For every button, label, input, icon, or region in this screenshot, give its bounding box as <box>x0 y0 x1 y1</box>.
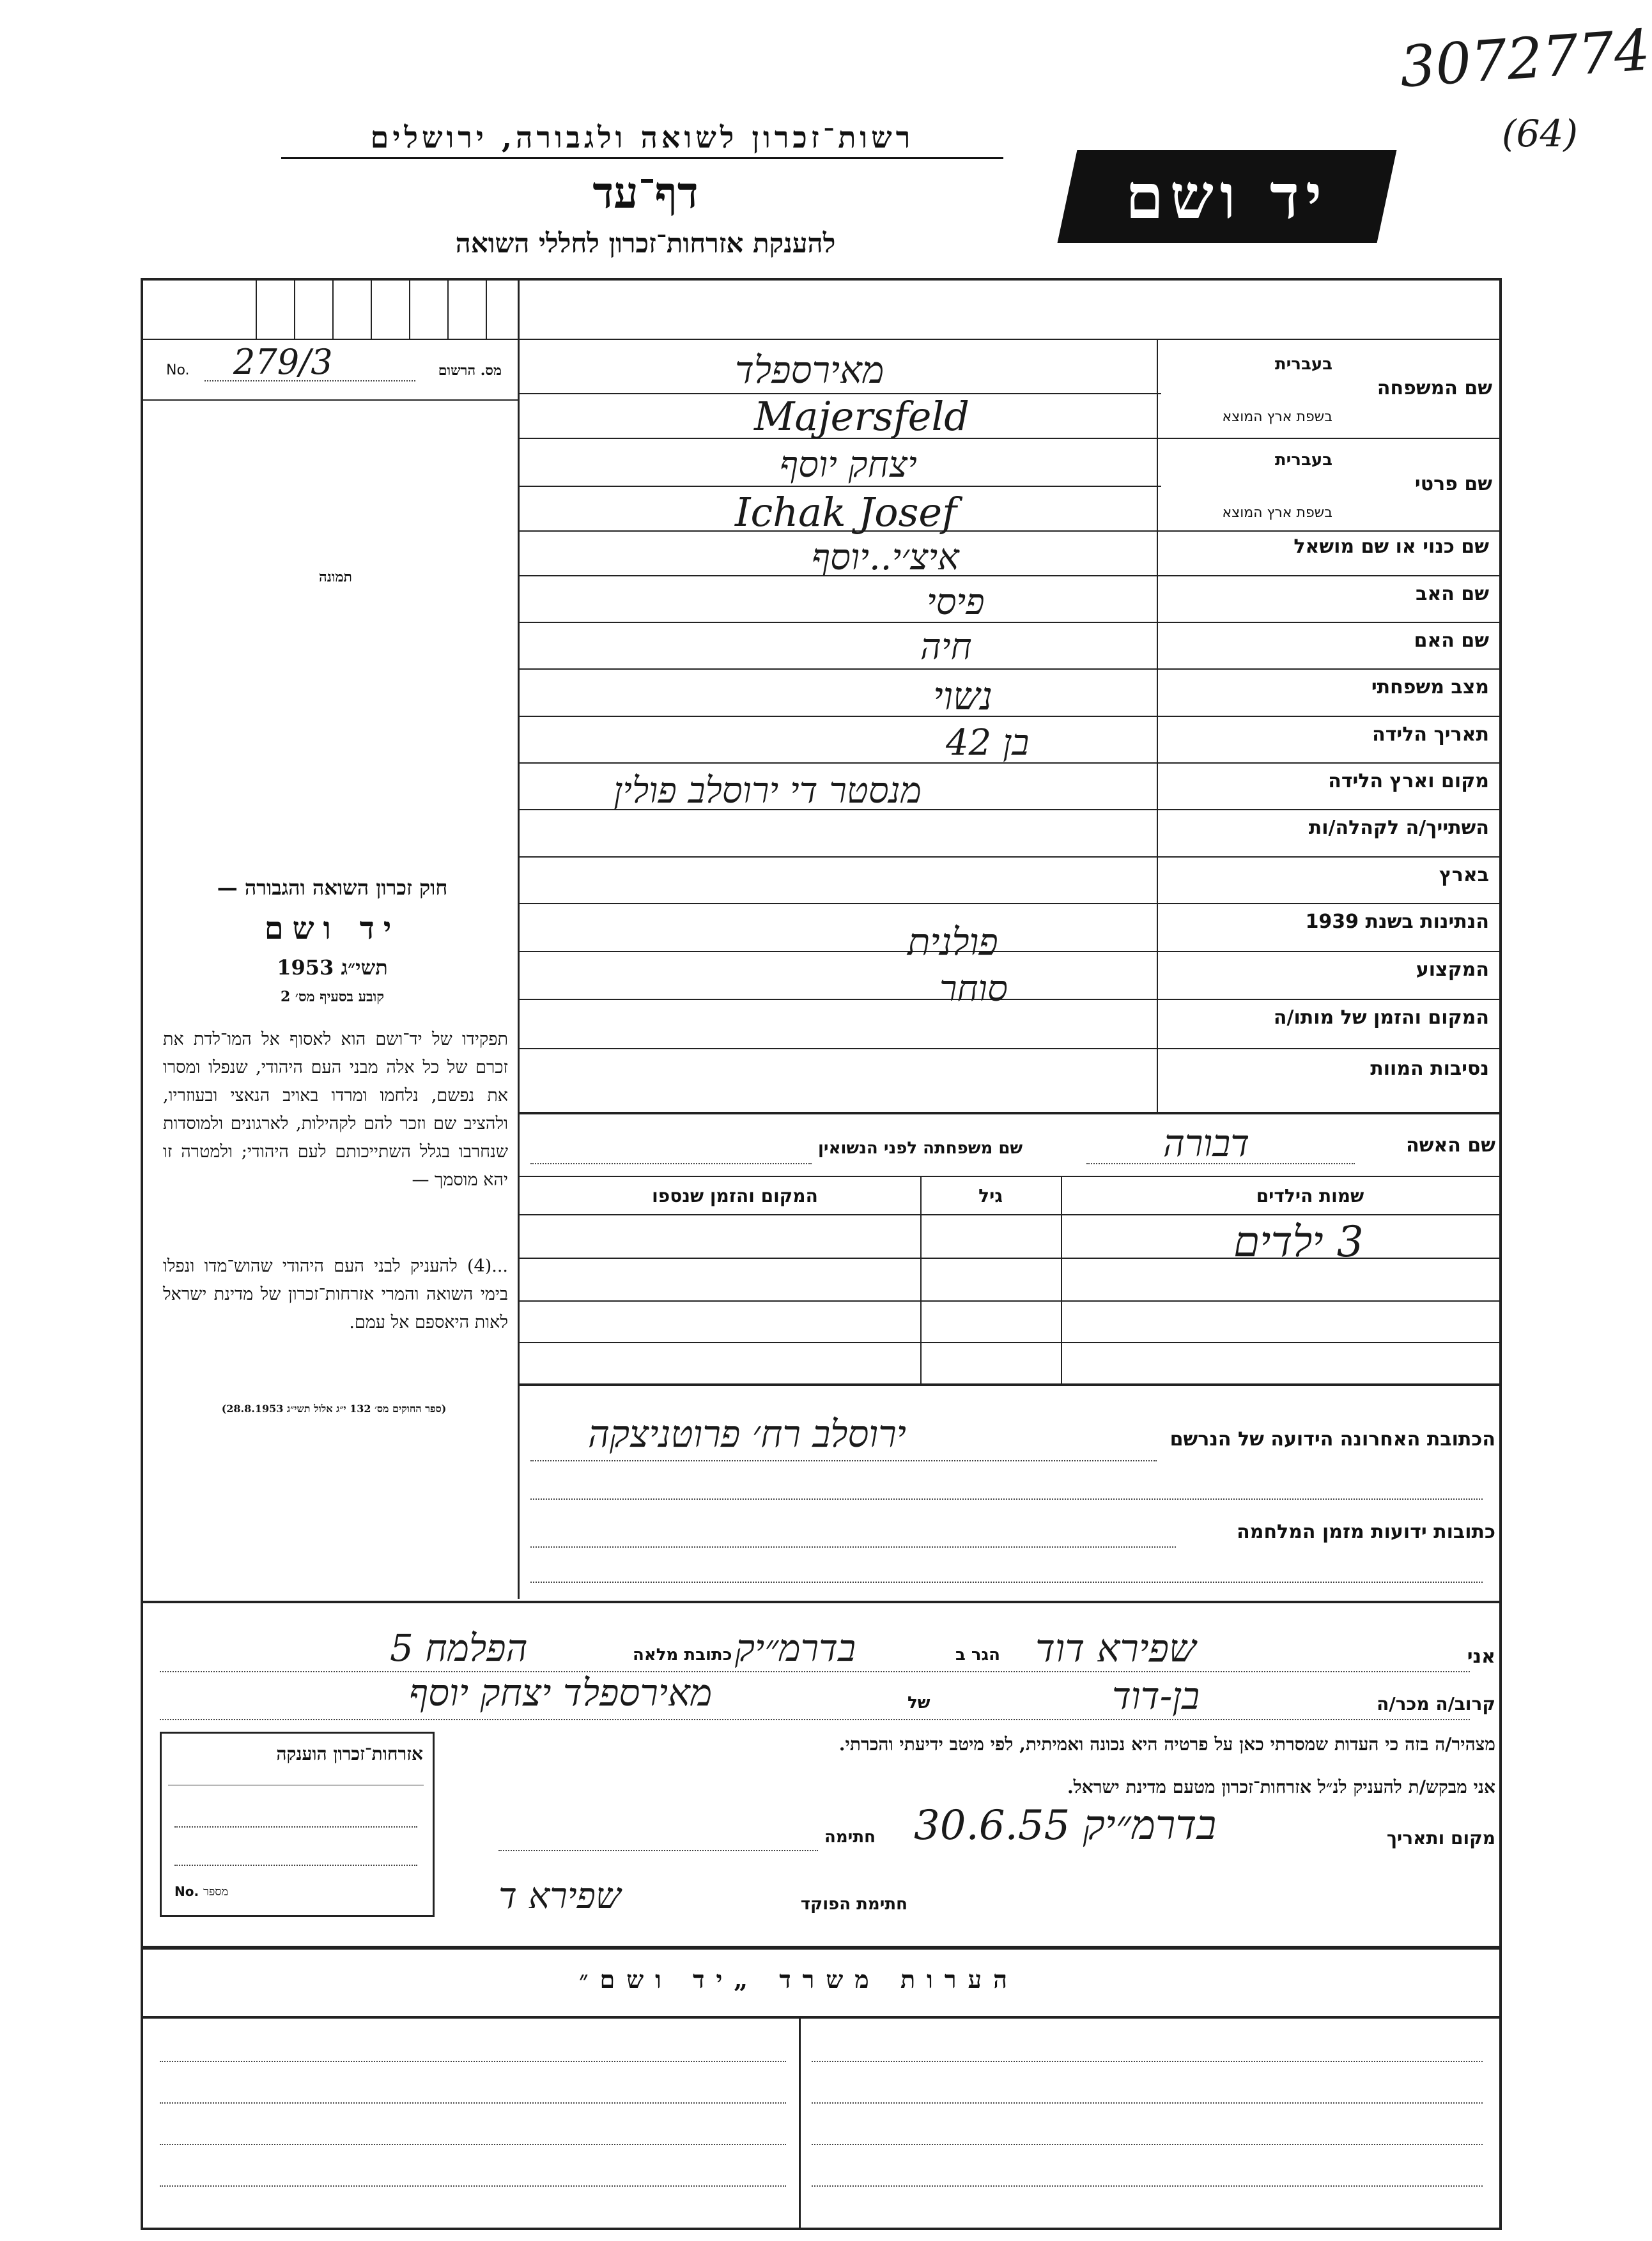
divider <box>519 486 1161 487</box>
birth-place-value[interactable]: מנסטר די ירוסלב פולין <box>614 770 922 812</box>
father-value[interactable]: פיסי <box>927 581 985 623</box>
divider <box>519 575 1501 576</box>
divider <box>294 279 295 340</box>
divider <box>519 856 1501 858</box>
registration-row <box>160 342 508 387</box>
divider <box>519 1342 1501 1343</box>
law-text-2: ...(4) להעניק לבני העם היהודי שהוש־מדו ונפלו בימי השואה והמרי אזרחות־זכרון של מדינת ישראל לאות היאספם אל עמם. <box>163 1256 508 1332</box>
divider <box>812 2102 1483 2104</box>
children-header-names: שמות הילדים <box>1256 1185 1364 1206</box>
profession-label: המקצוע <box>1416 959 1489 981</box>
archive-number: 3072774 <box>1397 17 1652 100</box>
divider <box>519 668 1501 670</box>
place-date-value[interactable]: בדרמ״יק 30.6.55 <box>914 1802 1217 1849</box>
divider <box>447 279 449 340</box>
divider <box>519 1214 1501 1215</box>
registration-no-label: No. <box>166 362 190 378</box>
place-date-label: מקום ותאריך <box>1386 1828 1495 1849</box>
logo-text: יד ושם <box>1125 160 1329 233</box>
declarant-address[interactable]: הפלמח 5 <box>390 1626 528 1670</box>
divider <box>812 2185 1483 2187</box>
form-subtitle: להענקת אזרחות־זכרון לחללי השואה <box>455 227 836 259</box>
nickname-label: שם כנוי או שם מושאל <box>1293 535 1489 558</box>
officer-signature[interactable]: שפירא ד <box>498 1875 621 1917</box>
first-name-latin-value[interactable]: Ichak Josef <box>735 489 957 535</box>
mother-label: שם האם <box>1414 629 1489 652</box>
birth-date-label: תאריך הלידה <box>1372 723 1489 746</box>
declarant-ani-label: אני <box>1467 1645 1495 1668</box>
divider <box>205 380 415 381</box>
divider <box>519 1112 1501 1114</box>
law-year: תשי״ג 1953 <box>277 955 388 980</box>
first-name-label: שם פרטי <box>1414 473 1492 495</box>
profession-value[interactable]: סוחר <box>939 968 1008 1010</box>
granted-box-no-label: No. <box>174 1884 199 1899</box>
marital-label: מצב משפחתי <box>1371 676 1489 698</box>
nationality-value[interactable]: פולנית <box>907 920 998 964</box>
wartime-addresses-label: כתובות ידועות מזמן המלחמה <box>1237 1521 1495 1543</box>
granted-box-number-label: מספר <box>203 1885 229 1898</box>
divider <box>142 2016 1501 2019</box>
divider <box>519 438 1501 439</box>
declarant-name[interactable]: שפירא דוד <box>1035 1626 1196 1671</box>
declarant-relation[interactable]: בן-דוד <box>1112 1674 1200 1718</box>
divider <box>332 279 334 340</box>
family-name-label: שם המשפחה <box>1377 377 1492 399</box>
divider <box>530 1163 812 1164</box>
community-label: השתייך/ה לקהלה/ות <box>1308 817 1489 839</box>
divider <box>920 1176 922 1383</box>
first-name-hebrew-value[interactable]: יצחק יוסף <box>780 444 917 486</box>
divider <box>1157 339 1158 1112</box>
yad-vashem-logo <box>1058 150 1397 243</box>
divider <box>812 2061 1483 2062</box>
family-name-latin-value[interactable]: Majersfeld <box>754 393 969 440</box>
declaration-line-1: מצהיר/ה בזה כי העדות שמסרתי כאן על פרטיה היא נכונה ואמיתית, לפי מיטב ידיעתי והכרתי. <box>838 1734 1495 1755</box>
children-header-age: גיל <box>978 1185 1003 1206</box>
divider <box>142 339 1501 340</box>
family-name-sub-origin: בשפת ארץ המוצא <box>1222 409 1332 425</box>
divider <box>518 279 520 1599</box>
divider <box>174 1865 417 1866</box>
officer-signature-label: חתימת הפוקד <box>800 1895 907 1914</box>
divider <box>1061 1176 1062 1383</box>
children-value[interactable]: 3 ילדים <box>1233 1217 1364 1267</box>
divider <box>256 279 257 340</box>
father-label: שם האב <box>1416 583 1489 605</box>
office-notes-title: הערות משרד „יד ושם״ <box>579 1965 1019 1994</box>
divider <box>530 1546 1176 1548</box>
mother-value[interactable]: חיה <box>920 626 972 668</box>
first-name-labels <box>1160 441 1492 530</box>
divider <box>519 951 1501 952</box>
signature-label: חתימה <box>824 1828 876 1847</box>
divider <box>812 2144 1483 2145</box>
divider <box>1086 1163 1355 1164</box>
family-name-sub-hebrew: בעברית <box>1274 355 1332 374</box>
country-label: בארץ <box>1439 864 1489 886</box>
divider <box>519 1048 1501 1049</box>
declarant-city[interactable]: בדרמ״יק <box>735 1626 856 1670</box>
divider <box>160 2102 786 2104</box>
declarant-of-label: של <box>907 1693 930 1713</box>
divider <box>498 1850 818 1851</box>
registration-number[interactable]: 279/3 <box>233 342 333 382</box>
declarant-resides-label: הגר ב <box>955 1645 1001 1665</box>
children-header-place-time: המקום והזמן שנספו <box>652 1185 818 1206</box>
divider <box>799 2016 801 2230</box>
divider <box>519 1383 1501 1386</box>
divider <box>530 1460 1157 1461</box>
divider <box>142 1946 1501 1950</box>
divider <box>160 2061 786 2062</box>
divider <box>519 530 1501 532</box>
divider <box>160 1719 1470 1720</box>
divider <box>409 279 410 340</box>
divider <box>371 279 372 340</box>
form-title: דף־עד <box>592 167 699 219</box>
divider <box>519 999 1501 1000</box>
law-name: יד ושם <box>264 911 401 946</box>
divider <box>519 1176 1501 1177</box>
divider <box>519 716 1501 717</box>
first-name-sub-hebrew: בעברית <box>1274 451 1332 470</box>
photo-label: תמונה <box>319 569 352 585</box>
divider <box>142 1601 1501 1603</box>
divider <box>530 1498 1483 1500</box>
divider <box>486 279 487 340</box>
nationality-label: הנתינות בשנת 1939 <box>1305 911 1489 933</box>
nickname-value[interactable]: איצ׳י..יוסף <box>812 537 959 578</box>
marital-value[interactable]: נשוי <box>933 674 993 719</box>
declaration-line-2: אני מבקש/ת להעניק לנ״ל אזרחות־זכרון מטעם מדינת ישראל. <box>1067 1776 1495 1798</box>
last-address-label: הכתובת האחרונה הידועה של הנרשם <box>1170 1428 1495 1451</box>
birth-place-label: מקום וארץ הלידה <box>1328 770 1489 792</box>
death-circumstances-label: נסיבות המוות <box>1370 1058 1489 1080</box>
family-name-labels <box>1160 345 1492 435</box>
divider <box>160 2144 786 2145</box>
divider <box>519 903 1501 904</box>
law-citation: (ספר החוקים מס׳ 132 י״ג אלול תשי״ג 28.8.1953) <box>221 1403 447 1415</box>
authority-title: רשות־זכרון לשואה ולגבורה, ירושלים <box>281 120 1003 159</box>
law-clause: קובע בסעיף מס׳ 2 <box>280 989 385 1005</box>
family-name-hebrew-value[interactable]: מאירספלד <box>735 348 884 392</box>
divider <box>160 1671 1470 1672</box>
declarant-relation-label: קרוב/ה מכר/ה <box>1377 1693 1495 1714</box>
wife-maiden-label: שם משפחתה לפני הנשואין <box>818 1139 1023 1158</box>
divider <box>530 1582 1483 1583</box>
law-text: תפקידו של יד־ושם הוא לאסוף אל המו־לדת את זכרם של כל אלה מבני העם היהודי, שנפלו ומסרו את נפשם, נלחמו ומרדו באויב הנאצי ובעוזריו, ולהציב שם וזכר להם לקהילות, לארגונים ולמוסדות שנחרבו בגלל השתייכותם לעם היהודי; ולמטרה זו יהא מוסמך — <box>163 1029 508 1190</box>
last-address-value[interactable]: ירוסלב רח׳ פרוטניצקה <box>588 1412 906 1456</box>
divider <box>160 2185 786 2187</box>
registration-label: מס. הרשום <box>438 362 502 379</box>
citizenship-granted-box <box>160 1732 435 1917</box>
first-name-sub-origin: בשפת ארץ המוצא <box>1222 505 1332 521</box>
divider <box>519 622 1501 623</box>
divider <box>519 1300 1501 1302</box>
granted-box-title: אזרחות־זכרון הוענקה <box>276 1743 423 1764</box>
law-title: חוק זכרון השואה והגבורה — <box>217 875 448 900</box>
wife-label: שם האשה <box>1406 1134 1495 1157</box>
death-place-label: המקום והזמן של מותו/ה <box>1273 1006 1489 1029</box>
divider <box>174 1826 417 1828</box>
declarant-address-label: כתובת מלאה <box>633 1645 732 1665</box>
wife-value[interactable]: דבורה <box>1163 1121 1250 1165</box>
declarant-of-value[interactable]: מאירספלד יצחק יוסף <box>409 1671 713 1714</box>
folio-mark: (64) <box>1502 112 1579 155</box>
birth-date-value[interactable]: בן 42 <box>946 722 1030 764</box>
divider <box>142 399 519 401</box>
